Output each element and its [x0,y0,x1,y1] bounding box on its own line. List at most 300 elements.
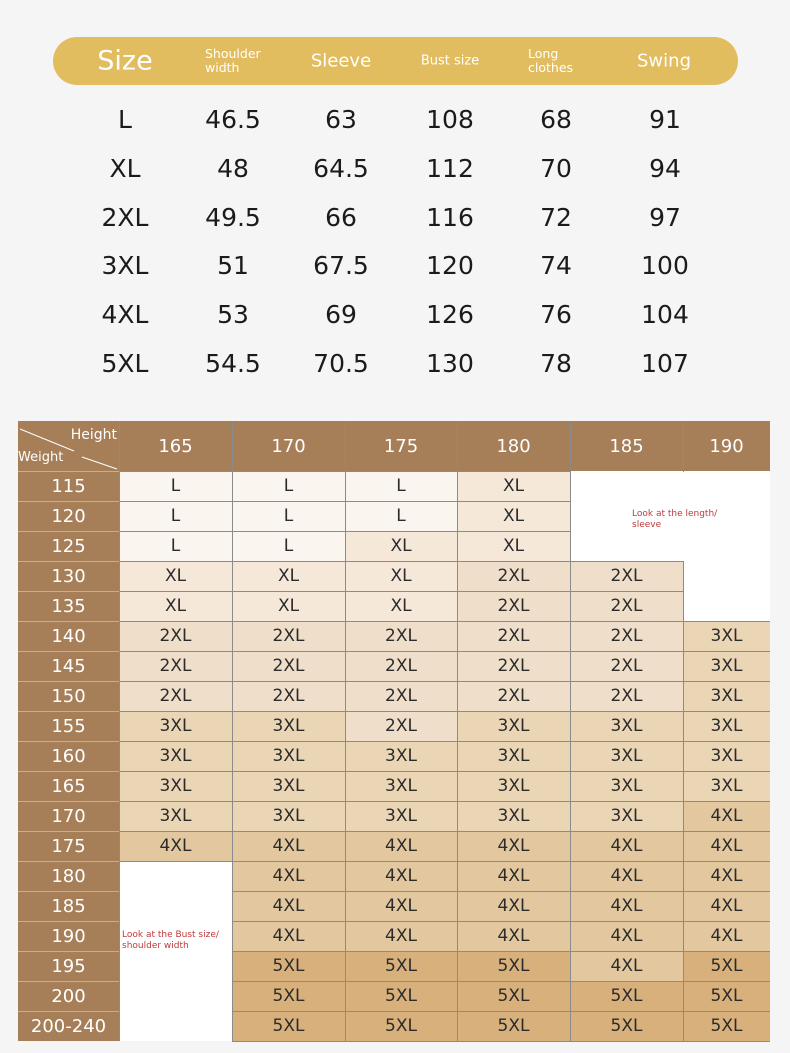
grid-hline [457,741,570,742]
size-cell: 5XL [457,951,570,981]
size-cell: 3XL [683,681,770,711]
size-cell: 4XL [457,891,570,921]
grid-hline [232,531,345,532]
weight-label: 195 [18,951,119,981]
grid-hline [457,921,570,922]
size-label: 5XL [101,349,149,378]
size-cell: 2XL [119,621,232,651]
grid-hline [232,951,345,952]
grid-hline [232,711,345,712]
size-cell: L [232,531,345,561]
corner-diagonal [18,421,119,471]
weight-label: 165 [18,771,119,801]
size-cell: XL [119,591,232,621]
size-cell: 5XL [232,951,345,981]
grid-hline [119,801,232,802]
grid-hline [232,1011,345,1012]
grid-hline [457,1041,570,1042]
grid-hline [570,801,683,802]
grid-hline [345,801,457,802]
header-bust-size: Bust size [420,53,480,69]
grid-hline [18,501,119,502]
grid-hline [345,1041,457,1042]
size-value: 70 [540,154,572,183]
size-value: 53 [217,300,249,329]
grid-hline [683,831,770,832]
size-cell: 3XL [457,801,570,831]
size-cell: L [232,471,345,501]
weight-label: 160 [18,741,119,771]
size-cell: 4XL [345,891,457,921]
size-row [53,349,738,389]
grid-hline [232,1041,345,1042]
grid-hline [232,831,345,832]
size-cell: 2XL [570,561,683,591]
weight-label: 170 [18,801,119,831]
size-cell: 2XL [119,681,232,711]
size-cell: 4XL [570,831,683,861]
grid-hline [570,651,683,652]
grid-hline [345,591,457,592]
grid-hline [457,621,570,622]
size-cell: 4XL [570,921,683,951]
grid-hline [345,771,457,772]
grid-hline [457,831,570,832]
size-cell: 5XL [570,981,683,1011]
grid-hline [570,1041,683,1042]
size-row [53,300,738,340]
size-cell: 4XL [570,951,683,981]
grid-hline [232,771,345,772]
header-sleeve: Sleeve [310,50,372,72]
grid-hline [18,981,119,982]
size-value: 112 [426,154,474,183]
grid-hline [18,891,119,892]
grid-hline [570,561,683,562]
size-cell: XL [457,501,570,531]
grid-hline [232,591,345,592]
size-cell: 4XL [232,921,345,951]
size-row [53,251,738,291]
size-value: 116 [426,203,474,232]
grid-hline [345,1011,457,1012]
grid-hline [457,531,570,532]
size-cell: 2XL [457,621,570,651]
weight-label: 200 [18,981,119,1011]
grid-hline [457,891,570,892]
grid-hline [457,651,570,652]
size-cell: XL [232,561,345,591]
size-cell: 4XL [345,861,457,891]
size-cell: L [119,501,232,531]
grid-hline [232,471,345,472]
grid-hline [18,1011,119,1012]
grid-hline [345,501,457,502]
grid-hline [232,681,345,682]
grid-hline [345,891,457,892]
size-value: 94 [649,154,681,183]
size-value: 69 [325,300,357,329]
weight-label: 125 [18,531,119,561]
grid-hline [18,591,119,592]
grid-hline [119,741,232,742]
grid-hline [457,981,570,982]
height-header: 170 [232,421,345,471]
size-cell: XL [345,561,457,591]
grid-hline [457,771,570,772]
grid-hline [570,831,683,832]
weight-label: 115 [18,471,119,501]
weight-label: 190 [18,921,119,951]
grid-hline [570,711,683,712]
size-value: 63 [325,105,357,134]
grid-hline [457,591,570,592]
size-cell: 3XL [683,711,770,741]
size-value: 68 [540,105,572,134]
size-cell: 4XL [570,861,683,891]
size-cell: 5XL [683,1011,770,1041]
size-row [53,203,738,243]
size-cell: 4XL [232,831,345,861]
grid-hline [345,681,457,682]
size-cell: 2XL [457,681,570,711]
size-cell: 3XL [119,711,232,741]
grid-hline [232,801,345,802]
size-cell: 2XL [570,681,683,711]
weight-label: 155 [18,711,119,741]
grid-hline [345,621,457,622]
size-cell: 3XL [570,801,683,831]
size-cell: 4XL [683,921,770,951]
weight-label: 200-240 [18,1011,119,1041]
size-cell: 4XL [232,861,345,891]
grid-hline [18,951,119,952]
grid-hline [457,561,570,562]
grid-hline [232,621,345,622]
size-cell: 5XL [457,1011,570,1041]
size-cell: 2XL [345,711,457,741]
grid-hline [345,561,457,562]
size-cell: 4XL [570,891,683,921]
size-cell: 4XL [683,801,770,831]
size-cell: 4XL [457,831,570,861]
size-cell: L [232,501,345,531]
grid-hline [18,621,119,622]
size-chart-header [53,37,738,85]
size-row [53,154,738,194]
grid-hline [457,1011,570,1012]
corner-height-label: Height [70,427,117,443]
grid-hline [232,741,345,742]
size-cell: 3XL [683,651,770,681]
grid-hline [345,531,457,532]
size-value: 64.5 [313,154,369,183]
grid-hline [683,651,770,652]
grid-hline [232,891,345,892]
grid-hline [345,471,457,472]
size-cell: 4XL [683,891,770,921]
weight-label: 140 [18,621,119,651]
size-cell: 2XL [119,651,232,681]
header-size: Size [97,45,153,77]
size-value: 91 [649,105,681,134]
size-cell: XL [345,531,457,561]
grid-hline [232,501,345,502]
grid-hline [683,861,770,862]
size-value: 78 [540,349,572,378]
weight-label: 150 [18,681,119,711]
grid-hline [345,741,457,742]
size-value: 130 [426,349,474,378]
size-cell: 3XL [345,771,457,801]
size-cell: 3XL [345,801,457,831]
grid-hline [119,591,232,592]
grid-hline [457,681,570,682]
size-cell: 4XL [457,861,570,891]
grid-hline [683,1011,770,1012]
grid-hline [683,951,770,952]
size-cell: 5XL [457,981,570,1011]
size-value: 67.5 [313,251,369,280]
size-cell: 2XL [457,561,570,591]
grid-hline [18,741,119,742]
grid-hline [18,531,119,532]
header-shoulder-width: Shoulder width [205,46,261,75]
size-value: 54.5 [205,349,261,378]
size-cell: L [345,501,457,531]
size-cell: 5XL [683,981,770,1011]
size-cell: 3XL [119,801,232,831]
size-cell: 4XL [683,831,770,861]
weight-label: 175 [18,831,119,861]
size-cell: 5XL [345,981,457,1011]
grid-hline [570,891,683,892]
size-cell: 2XL [232,681,345,711]
height-header: 185 [570,421,683,471]
size-cell: 4XL [232,891,345,921]
grid-hline [683,891,770,892]
size-label: 2XL [101,203,149,232]
size-cell: 2XL [570,621,683,651]
grid-hline [683,1041,770,1042]
grid-hline [18,831,119,832]
weight-label: 135 [18,591,119,621]
grid-hline [345,861,457,862]
grid-hline [232,921,345,922]
size-cell: XL [457,471,570,501]
grid-hline [683,681,770,682]
note-length-sleeve: Look at the length/ sleeve [632,509,718,530]
grid-vline [345,421,346,1041]
size-cell: L [119,531,232,561]
size-cell: 2XL [570,591,683,621]
grid-hline [119,561,232,562]
size-cell: XL [457,531,570,561]
size-cell: 2XL [345,621,457,651]
grid-hline [18,471,119,472]
size-cell: XL [232,591,345,621]
grid-hline [683,801,770,802]
grid-hline [18,681,119,682]
size-label: L [118,105,132,134]
size-cell: 3XL [457,711,570,741]
grid-hline [18,921,119,922]
grid-hline [232,651,345,652]
grid-hline [457,861,570,862]
size-cell: 3XL [345,741,457,771]
size-label: 4XL [101,300,149,329]
size-value: 48 [217,154,249,183]
size-cell: 3XL [570,711,683,741]
weight-label: 145 [18,651,119,681]
size-cell: 4XL [457,921,570,951]
size-value: 120 [426,251,474,280]
grid-vline [457,421,458,1041]
size-label: XL [109,154,141,183]
grid-hline [232,561,345,562]
height-header: 180 [457,421,570,471]
grid-hline [345,831,457,832]
size-value: 49.5 [205,203,261,232]
size-cell: 2XL [457,591,570,621]
grid-hline [570,741,683,742]
grid-hline [570,861,683,862]
grid-hline [683,621,770,622]
size-cell: 3XL [570,771,683,801]
grid-hline [570,951,683,952]
size-cell: 3XL [119,771,232,801]
grid-hline [18,801,119,802]
grid-hline [345,711,457,712]
size-value: 100 [641,251,689,280]
grid-hline [119,531,232,532]
size-cell: 3XL [119,741,232,771]
size-cell: 3XL [570,741,683,771]
weight-label: 130 [18,561,119,591]
grid-hline [119,831,232,832]
grid-hline [119,771,232,772]
size-cell: 3XL [683,621,770,651]
header-swing: Swing [637,50,691,72]
grid-hline [457,711,570,712]
grid-hline [18,561,119,562]
grid-hline [345,981,457,982]
grid-hline [345,921,457,922]
grid-hline [18,651,119,652]
size-cell: 5XL [345,1011,457,1041]
grid-hline [457,951,570,952]
size-cell: 2XL [457,651,570,681]
size-cell: L [119,471,232,501]
weight-label: 120 [18,501,119,531]
height-header: 165 [119,421,232,471]
size-cell: 5XL [232,1011,345,1041]
size-value: 74 [540,251,572,280]
size-value: 76 [540,300,572,329]
size-cell: XL [345,591,457,621]
grid-hline [18,711,119,712]
size-cell: 5XL [232,981,345,1011]
size-value: 108 [426,105,474,134]
grid-hline [119,711,232,712]
size-cell: 3XL [457,771,570,801]
header-long-clothes: Long clothes [528,46,574,75]
grid-hline [570,621,683,622]
size-cell: 3XL [232,771,345,801]
size-cell: 2XL [345,651,457,681]
size-value: 66 [325,203,357,232]
grid-hline [232,861,345,862]
size-value: 46.5 [205,105,261,134]
size-label: 3XL [101,251,149,280]
size-cell: 3XL [683,741,770,771]
size-cell: 2XL [345,681,457,711]
grid-hline [457,471,570,472]
size-cell: 3XL [232,801,345,831]
size-cell: 4XL [345,921,457,951]
height-header: 190 [683,421,770,471]
size-cell: 3XL [683,771,770,801]
grid-hline [119,681,232,682]
grid-hline [570,981,683,982]
size-cell: 5XL [345,951,457,981]
size-cell: 3XL [232,741,345,771]
size-cell: 2XL [232,651,345,681]
weight-label: 180 [18,861,119,891]
grid-hline [570,591,683,592]
grid-hline [119,471,232,472]
size-value: 107 [641,349,689,378]
grid-hline [457,801,570,802]
grid-hline [119,651,232,652]
grid-hline [18,861,119,862]
size-cell: 4XL [345,831,457,861]
grid-hline [345,951,457,952]
note-bust-shoulder: Look at the Bust size/ shoulder width [122,930,219,951]
size-cell: 2XL [232,621,345,651]
weight-label: 185 [18,891,119,921]
grid-corner [18,421,119,471]
grid-hline [570,771,683,772]
grid-hline [18,771,119,772]
empty-block-top-right-col [684,472,771,621]
size-cell: 4XL [683,861,770,891]
grid-hline [119,501,232,502]
grid-hline [683,771,770,772]
size-cell: 2XL [570,651,683,681]
size-value: 72 [540,203,572,232]
size-cell: L [345,471,457,501]
grid-hline [683,711,770,712]
size-cell: 3XL [457,741,570,771]
size-row [53,105,738,145]
grid-hline [683,921,770,922]
size-cell: 5XL [683,951,770,981]
corner-weight-label: Weight [18,450,64,465]
size-value: 51 [217,251,249,280]
size-cell: 5XL [570,1011,683,1041]
size-cell: 4XL [119,831,232,861]
grid-hline [570,1011,683,1012]
size-fit-grid [18,421,770,1043]
size-value: 104 [641,300,689,329]
size-value: 97 [649,203,681,232]
grid-hline [570,681,683,682]
size-cell: 3XL [232,711,345,741]
size-value: 70.5 [313,349,369,378]
grid-hline [683,981,770,982]
grid-hline [683,741,770,742]
